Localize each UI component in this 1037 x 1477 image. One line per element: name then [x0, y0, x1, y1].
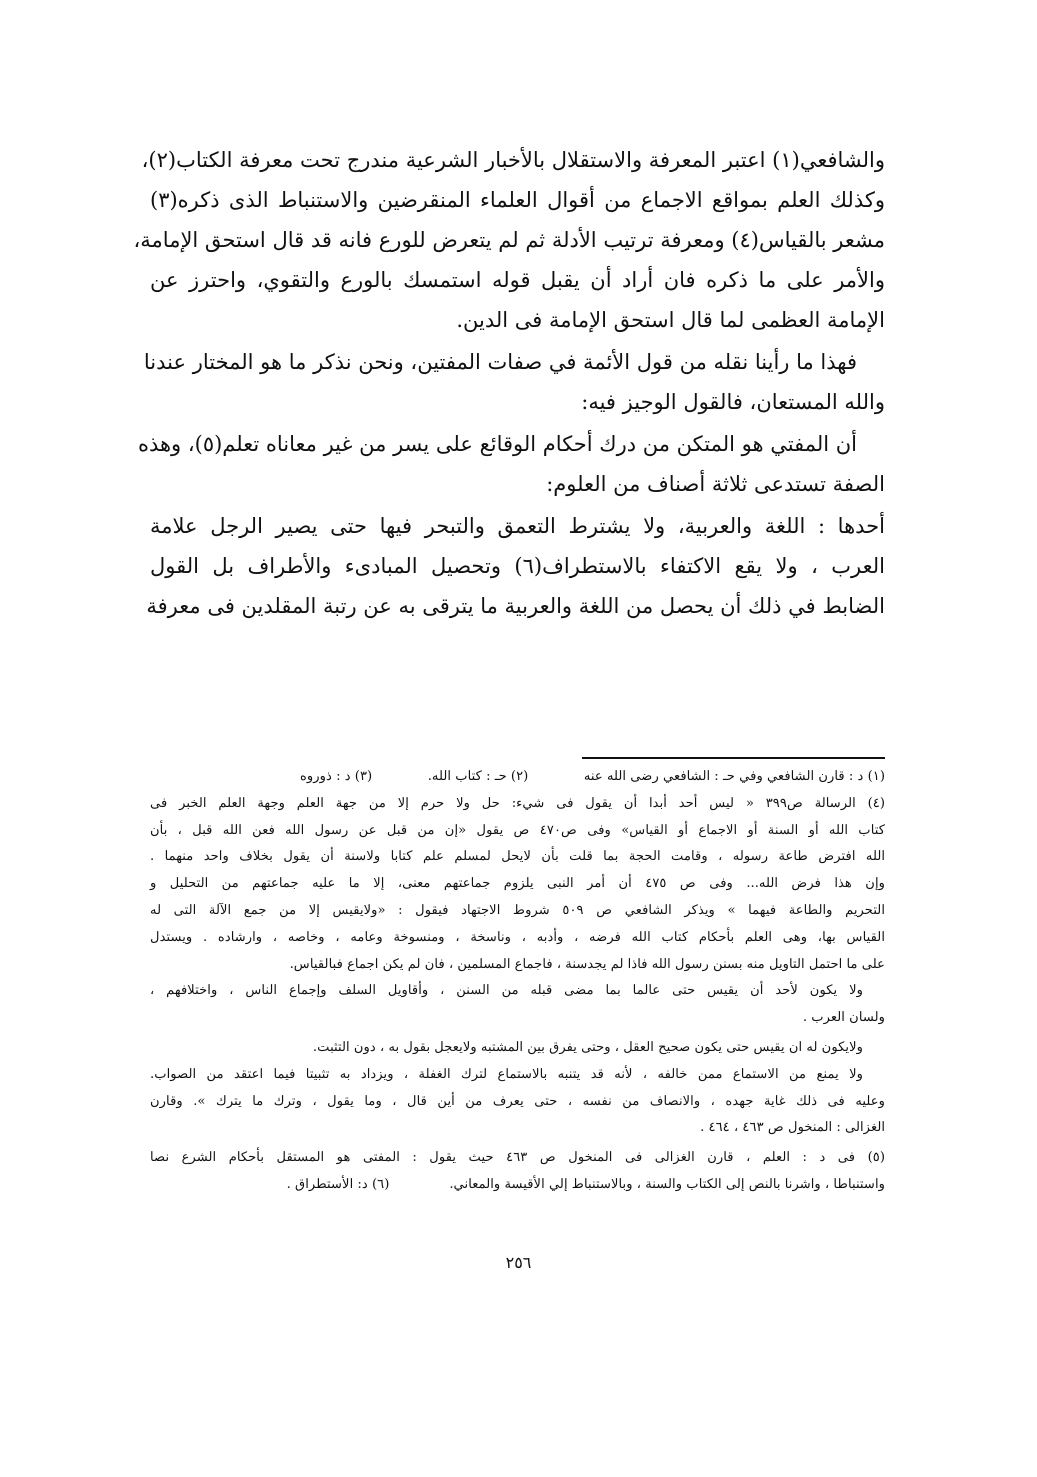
page-number: ٢٥٦: [505, 1253, 532, 1272]
footnote-line: ولسان العرب .: [802, 1010, 885, 1026]
footnote-line: التحريم والطاعة فيهما » ويذكر الشافعي ص ٥٠٩ شروط الاجتهاد فيقول : «ولايقيس إلا من جمع الآلة التى له: [150, 902, 885, 918]
text-line: والله المستعان، فالقول الوجيز فيه:: [581, 390, 885, 414]
text-line: أن المفتي هو المتكن من درك أحكام الوقائع على يسر من غير معاناه تعلم(٥)، وهذه: [137, 432, 857, 456]
footnote-row: [150, 1172, 885, 1199]
text-line: والأمر على ما ذكره فان أراد أن يقبل قوله استمسك بالورع والتقوي، واحترز عن: [150, 268, 885, 292]
text-line: والشافعي(١) اعتبر المعرفة والاستقلال بالأخبار الشرعية مندرج تحت معرفة الكتاب(٢)،: [141, 148, 885, 172]
footnote-line: كتاب الله أو السنة أو الاجماع أو القياس» وفى ص٤٧٠ ص يقول «إن من قبل عن رسول الله فعن الله قبل ، بأن: [150, 822, 885, 838]
footnote-line: القياس بها، وهى العلم بأحكام كتاب الله فرضه ، وأدبه ، وناسخة ، ومنسوخة وعامه ، وخاصه ، وارشاده . ويستدل: [150, 929, 885, 945]
text-line: العرب ، ولا يقع الاكتفاء بالاستطراف(٦) وتحصيل المبادىء والأطراف بل القول: [150, 554, 885, 578]
text-line: الإمامة العظمى لما قال استحق الإمامة فى الدين.: [456, 308, 885, 332]
footnote-line: ولا يكون لأحد أن يقيس حتى عالما بما مضى قبله من السنن ، وأقاويل السلف وإجماع الناس ، واختلافهم ،: [150, 983, 863, 999]
main-text: [133, 140, 885, 626]
footnote-line: وعليه فى ذلك غاية جهده ، والانصاف من نفسه ، حتى يعرف من أين قال ، وما يقول ، وترك ما يترك ». وقارن: [150, 1093, 885, 1109]
text-line: أحدها : اللغة والعربية، ولا يشترط التعمق والتبحر فيها حتى يصير الرجل علامة: [150, 514, 885, 538]
text-line: وكذلك العلم بمواقع الاجماع من أقوال العلماء المنقرضين والاستنباط الذى ذكره(٣): [150, 188, 885, 212]
footnote-line: وإن هذا فرض الله... وفى ص ٤٧٥ أن أمر النبى يلزوم جماعتهم معنى، إلا ما عليه جماعتهم من التحليل و: [150, 876, 885, 892]
footnote-1: (١) د : قارن الشافعي وفي حـ : الشافعي رضى الله عنه: [583, 769, 885, 784]
text-line: فهذا ما رأينا نقله من قول الأئمة في صفات المفتين، ونحن نذكر ما هو المختار عندنا: [143, 350, 857, 374]
footnote-line: ولايكون له ان يقيس حتى يكون صحيح العقل ، وحتى يفرق بين المشتبه ولايعجل بقول به ، دون التثبت.: [312, 1039, 863, 1055]
footnote-line: الغزالى : المنخول ص ٤٦٣ ، ٤٦٤ .: [700, 1120, 885, 1136]
footnote-line: الله افترض طاعة رسوله ، وقامت الحجة بما قلت بأن لايحل لمسلم علم كتابا ولاسنة أن يقول بخلاف واحد منهما .: [150, 849, 885, 865]
text-line: الضابط في ذلك أن يحصل من اللغة والعربية ما يترقى به عن رتبة المقلدين فى معرفة: [146, 594, 885, 618]
text-line: الصفة تستدعى ثلاثة أصناف من العلوم:: [546, 472, 885, 496]
footnote-line: (٥) فى د : العلم ، قارن الغزالى فى المنخول ص ٤٦٣ حيث يقول : المفتى هو المستقل بأحكام الشرع نصا: [150, 1150, 885, 1166]
text-line: مشعر بالقياس(٤) ومعرفة ترتيب الأدلة ثم لم يتعرض للورع فانه قد قال استحق الإمامة،: [133, 228, 885, 252]
footnote-2: (٢) حـ : كتاب الله.: [427, 769, 529, 784]
footnote-row: [150, 764, 885, 791]
footnote-line: واستنباطا ، واشرنا بالنص إلى الكتاب والسنة ، وبالاستنباط إلي الأقيسة والمعاني.: [449, 1176, 885, 1192]
footnote-line: ولا يمنع من الاستماع ممن خالفه ، لأنه قد يتنبه بالاستماع لترك الغفلة ، ويزداد به تثبيتا فيما اعتقد من الصواب.: [150, 1066, 863, 1082]
footnote-separator: [582, 757, 885, 759]
footnote-6: (٦) د: الأستطراق .: [286, 1176, 390, 1192]
footnote-3: (٣) د : ذوروه: [300, 769, 373, 784]
footnote-line: على ما احتمل التاويل منه بسنن رسول الله فاذا لم يجدسنة ، فاجماع المسلمين ، فان لم يكن اجماع فبالقياس.: [289, 956, 885, 972]
footnotes: [150, 764, 885, 1199]
footnote-line: (٤) الرسالة ص٣٩٩ « ليس أحد أبدا أن يقول فى شيء: حل ولا حرم إلا من جهة العلم وجهة العلم الخبر فى: [150, 795, 885, 811]
